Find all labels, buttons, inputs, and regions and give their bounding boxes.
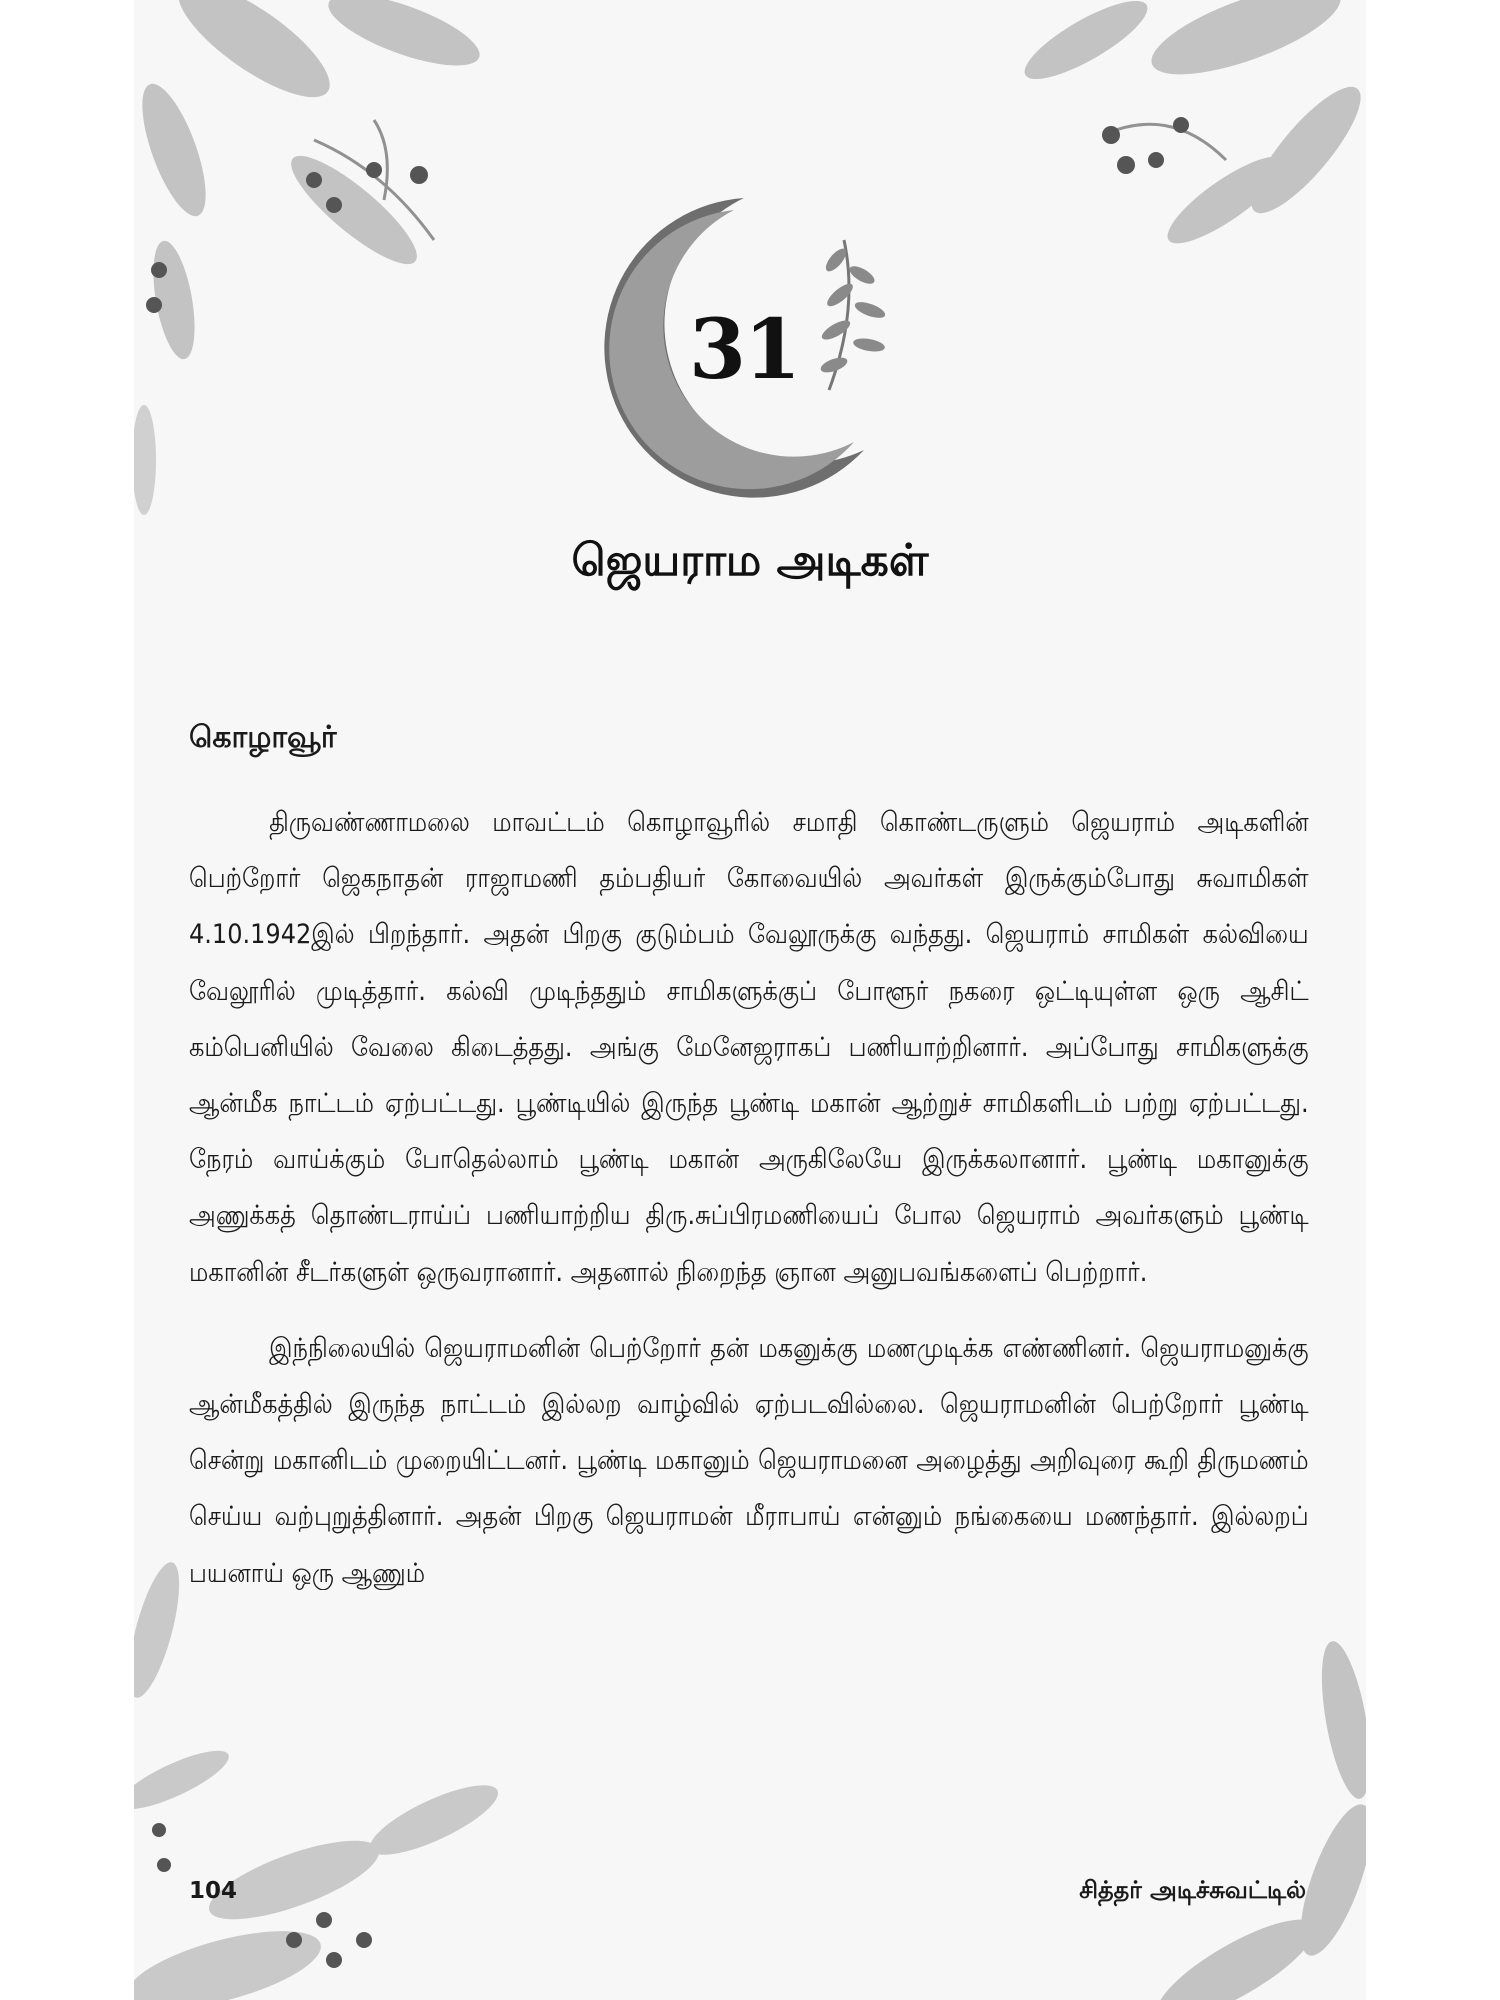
body-text [189,795,1309,1622]
book-page [134,0,1366,2000]
chapter-number: 31 [688,302,800,398]
paragraph: இந்நிலையில் ஜெயராமனின் பெற்றோர் தன் மகனுக்கு மணமுடிக்க எண்ணினர். ஜெயராமனுக்கு ஆன்மீகத்தில் இருந்த நாட்டம் இல்லற வாழ்வில் ஏற்படவில்லை. ஜெயராமனின் பெற்றோர் பூண்டி சென்று மகானிடம் முறையிட்டனர். பூண்டி மகானும் ஜெயராமனை அழைத்து அறிவுரை கூறி திருமணம் செய்ய வற்புறுத்தினார். அதன் பிறகு ஜெயராமன் மீராபாய் என்னும் நங்கையை மணந்தார். இல்லறப் பயனாய் ஒரு ஆணும் [189,1332,1309,1589]
floral-decoration-top-left [134,0,554,520]
section-heading: கொழாவூர் [189,720,337,755]
running-title: சித்தர் அடிச்சுவட்டில் [1079,1876,1306,1904]
floral-decoration-bottom-right [1126,1640,1366,2000]
chapter-emblem [574,180,914,520]
paragraph: திருவண்ணாமலை மாவட்டம் கொழாவூரில் சமாதி கொண்டருளும் ஜெயராம் அடிகளின் பெற்றோர் ஜெகநாதன் ராஜாமணி தம்பதியர் கோவையில் அவர்கள் இருக்கும்போது சுவாமிகள் 4.10.1942இல் பிறந்தார். அதன் பிறகு குடும்பம் வேலூருக்கு வந்தது. ஜெயராம் சாமிகள் கல்வியை வேலூரில் முடித்தார். கல்வி முடிந்ததும் சாமிகளுக்குப் போளூர் நகரை ஒட்டியுள்ள ஒரு ஆசிட் கம்பெனியில் வேலை கிடைத்தது. அங்கு மேனேஜராகப் பணியாற்றினார். அப்போது சாமிகளுக்கு ஆன்மீக நாட்டம் ஏற்பட்டது. பூண்டியில் இருந்த பூண்டி மகான் ஆற்றுச் சாமிகளிடம் பற்று ஏற்பட்டது. நேரம் வாய்க்கும் போதெல்லாம் பூண்டி மகான் அருகிலேயே இருக்கலானார். பூண்டி மகானுக்கு அணுக்கத் தொண்டராய்ப் பணியாற்றிய திரு.சுப்பிரமணியைப் போல ஜெயராம் அவர்களும் பூண்டி மகானின் சீடர்களுள் ஒருவரானார். அதனால் நிறைந்த ஞான அனுபவங்களைப் பெற்றார். [189,807,1309,1288]
chapter-title: ஜெயராம அடிகள் [571,535,929,586]
page-number: 104 [189,1878,238,1904]
floral-decoration-top-right [1006,0,1366,360]
